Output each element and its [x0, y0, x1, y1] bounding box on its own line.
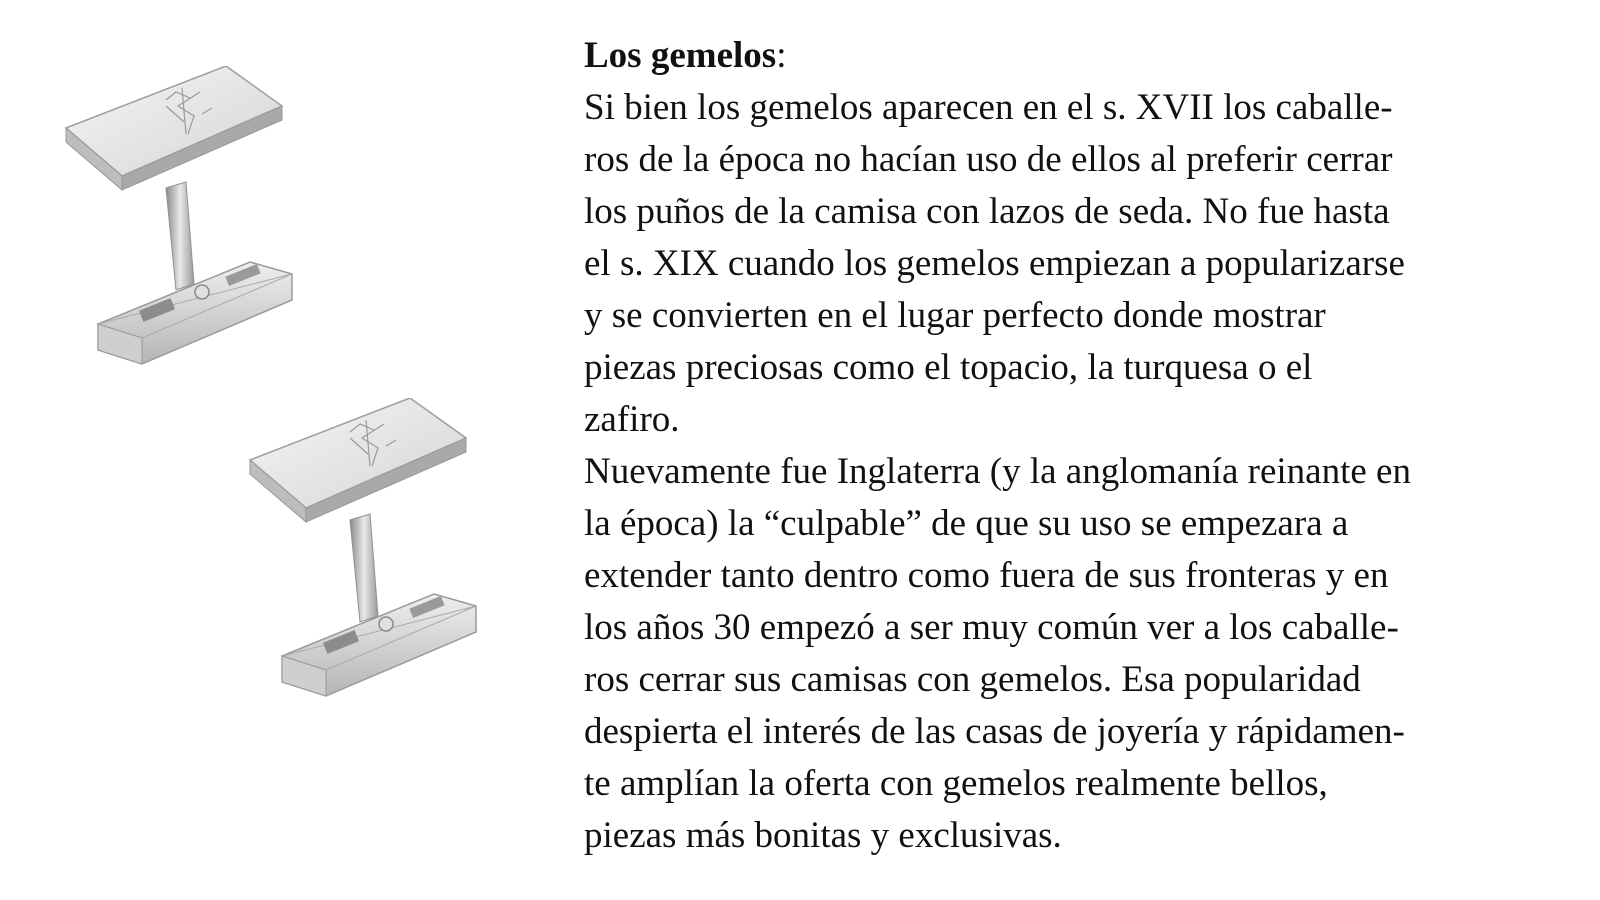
text-line: despierta el interés de las casas de joyería y rápidamen- — [584, 711, 1405, 752]
cufflink-image — [246, 398, 496, 718]
article-text — [584, 30, 1584, 862]
text-line: zafiro. — [584, 399, 680, 440]
text-line: Si bien los gemelos aparecen en el s. XVII los caballe- — [584, 87, 1393, 128]
text-line: Nuevamente fue Inglaterra (y la anglomanía reinante en — [584, 451, 1411, 492]
paragraph-2 — [584, 446, 1584, 862]
text-line: extender tanto dentro como fuera de sus fronteras y en — [584, 555, 1389, 596]
text-line: piezas preciosas como el topacio, la turquesa o el — [584, 347, 1313, 388]
text-line: ros de la época no hacían uso de ellos al preferir cerrar — [584, 139, 1393, 180]
text-line: y se convierten en el lugar perfecto donde mostrar — [584, 295, 1326, 336]
text-line: el s. XIX cuando los gemelos empiezan a popularizarse — [584, 243, 1405, 284]
text-line: los años 30 empezó a ser muy común ver a los caballe- — [584, 607, 1399, 648]
text-line: los puños de la camisa con lazos de seda. No fue hasta — [584, 191, 1390, 232]
text-line: piezas más bonitas y exclusivas. — [584, 815, 1062, 856]
text-line: te amplían la oferta con gemelos realmente bellos, — [584, 763, 1328, 804]
cufflink-image — [62, 66, 312, 386]
text-line: la época) la “culpable” de que su uso se empezara a — [584, 503, 1349, 544]
heading-suffix: : — [776, 35, 787, 76]
text-line: ros cerrar sus camisas con gemelos. Esa popularidad — [584, 659, 1361, 700]
paragraph-1 — [584, 82, 1584, 446]
section-heading — [584, 30, 1584, 82]
heading-title: Los gemelos — [584, 35, 777, 76]
